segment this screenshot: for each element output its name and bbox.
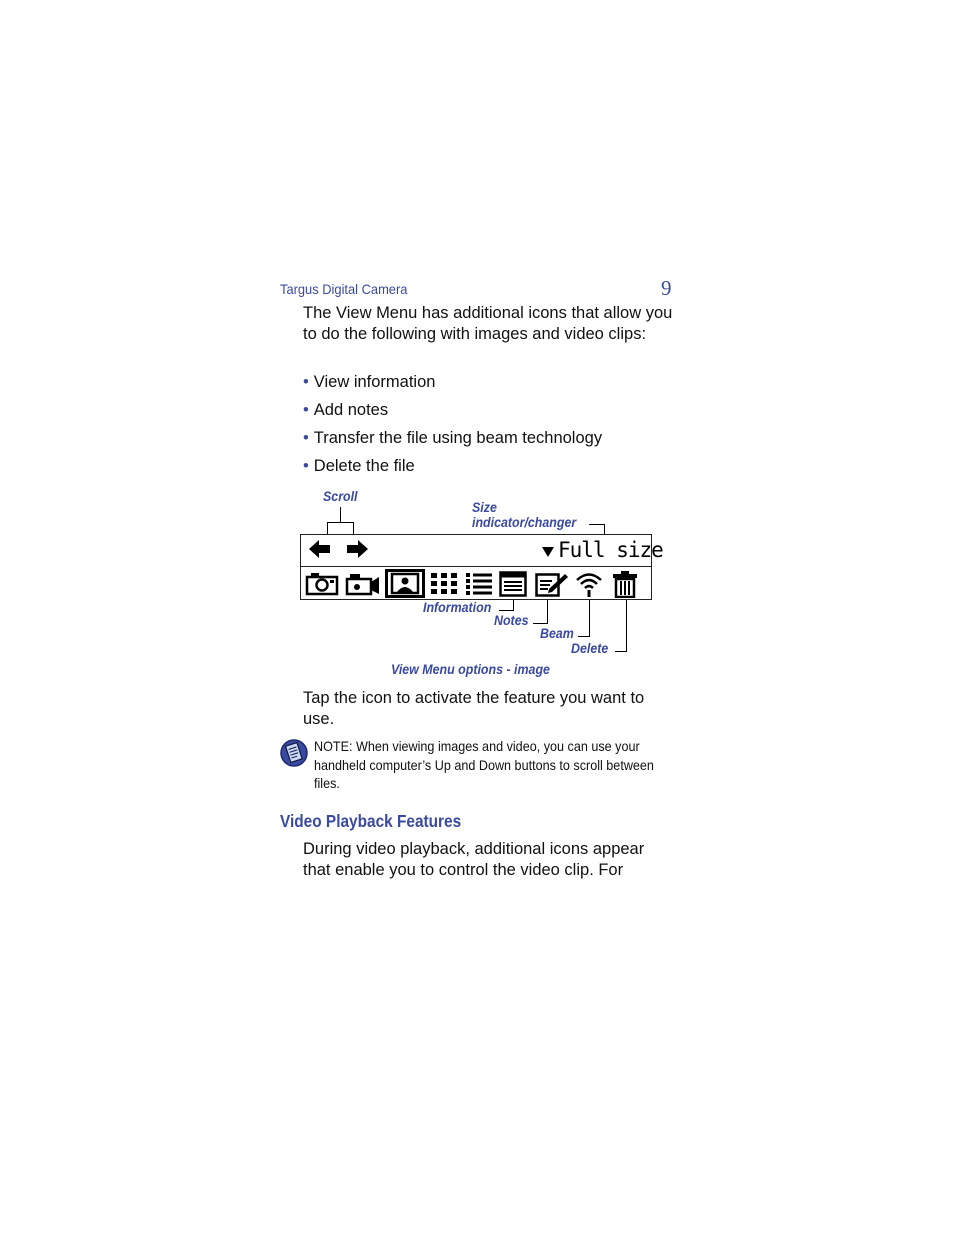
list-item-text: View information: [313, 373, 436, 391]
callout-line: [353, 522, 354, 534]
note-text: NOTE: When viewing images and video, you can use your handheld computer’s Up and Down buttons to scroll between files.: [314, 738, 654, 792]
list-item: [303, 373, 435, 392]
bullet-dot: •: [303, 457, 309, 475]
callout-size-changer: indicator/changer: [472, 515, 577, 530]
callout-line: [615, 651, 627, 652]
section-paragraph: During video playback, additional icons appear that enable you to control the video clip. For: [303, 840, 645, 879]
instruction-paragraph: Tap the icon to activate the feature you want to use.: [303, 689, 645, 728]
list-view-icon[interactable]: [465, 572, 493, 596]
list-item-text: Add notes: [313, 401, 389, 419]
list-item-text: Transfer the file using beam technology: [313, 429, 603, 447]
list-item: [303, 429, 602, 448]
list-item: [303, 457, 415, 476]
size-indicator[interactable]: Full size: [558, 538, 663, 562]
callout-line: [578, 636, 590, 637]
callout-delete: Delete: [571, 641, 609, 656]
callout-line: [604, 524, 605, 534]
left-arrow-icon[interactable]: [308, 538, 332, 560]
callout-scroll: Scroll: [323, 489, 358, 504]
callout-line: [589, 524, 605, 525]
section-heading: Video Playback Features: [280, 811, 462, 831]
list-item: [303, 401, 388, 420]
callout-line: [327, 522, 328, 534]
bullet-dot: •: [303, 373, 309, 391]
thumbnail-grid-icon[interactable]: [430, 572, 458, 596]
notepad-icon: [280, 738, 308, 768]
callout-size: Size: [472, 500, 497, 515]
bullet-dot: •: [303, 429, 309, 447]
callout-line: [626, 600, 627, 652]
callout-line: [340, 507, 341, 523]
callout-beam: Beam: [540, 626, 574, 641]
right-arrow-icon[interactable]: [345, 538, 369, 560]
callout-notes: Notes: [494, 613, 529, 628]
notes-icon[interactable]: [535, 571, 569, 597]
figure-caption: View Menu options - image: [391, 662, 550, 677]
intro-paragraph: The View Menu has additional icons that allow you to do the following with images and video clips:: [303, 304, 673, 343]
information-icon[interactable]: [499, 571, 527, 597]
page-number: 9: [661, 276, 672, 300]
camera-icon[interactable]: [305, 570, 339, 596]
beam-icon[interactable]: [574, 570, 604, 598]
callout-line: [499, 610, 514, 611]
dropdown-triangle-icon[interactable]: [541, 546, 555, 558]
callout-line: [327, 522, 354, 523]
trash-icon[interactable]: [611, 570, 639, 598]
running-header: Targus Digital Camera: [280, 281, 408, 297]
bullet-dot: •: [303, 401, 309, 419]
callout-information: Information: [423, 600, 492, 615]
callout-line: [547, 600, 548, 624]
video-camera-icon[interactable]: [345, 570, 381, 596]
list-item-text: Delete the file: [313, 457, 415, 475]
callout-line: [589, 600, 590, 637]
screen-divider: [300, 566, 652, 567]
single-image-icon[interactable]: [385, 569, 425, 598]
callout-line: [533, 623, 548, 624]
